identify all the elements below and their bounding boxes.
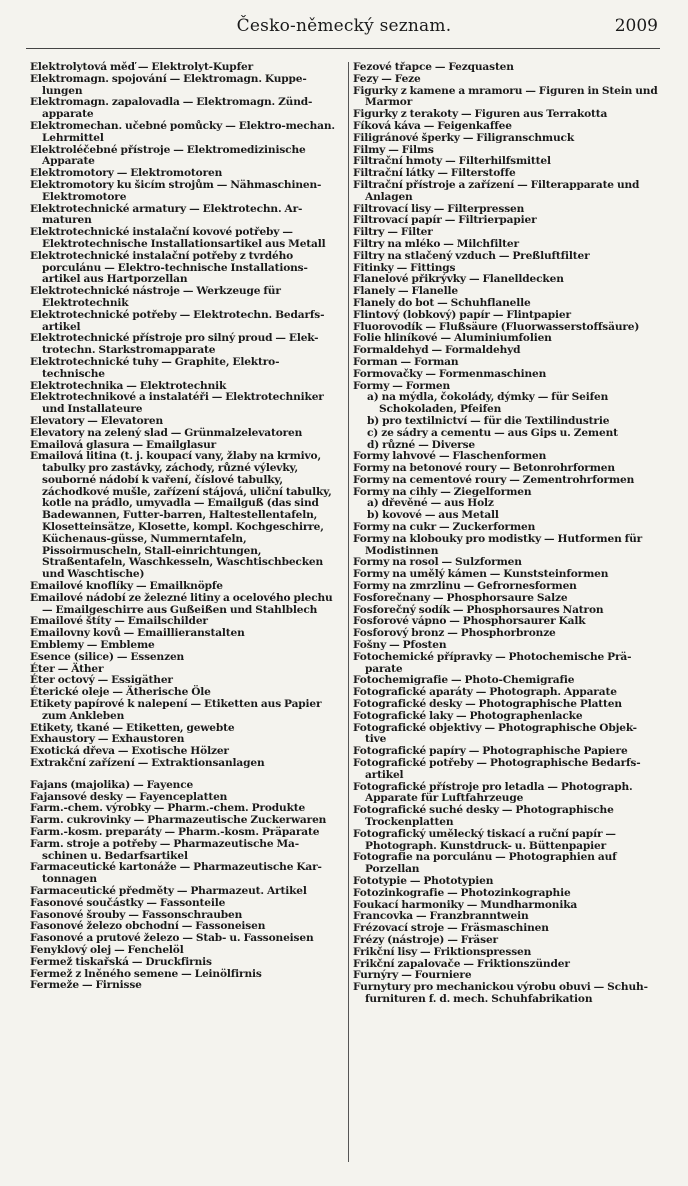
dictionary-entry: Fajansové desky — Fayenceplatten [30, 790, 228, 803]
dictionary-entry: Emailová litina (t. j. koupací vany, žlaby na krmivo, tabulky pro zastávky, záchody, různé výlevky, souborné nádobí k vaření, číslové tabulky, záchodkové mušle, zařízení stájová, uliční tabulky, kotle na prádlo, umyvadla — Emailguß (das sind Badewannen, Futter-barren, Haltestellentafeln, Klosetteinsätze, Klosette, kompl. Kochgeschirre, Küchenaus-güsse, Nummerntafeln, Pissoirmuscheln, Stall-einrichtungen, Straßentafeln, Waschkesseln, Waschtischbecken und Waschtische) [30, 450, 332, 581]
dictionary-entry: Filigránové šperky — Filigranschmuck [353, 131, 575, 144]
dictionary-entry: Frézy (nástroje) — Fräser [353, 933, 498, 946]
dictionary-entry: Elektrolytová měď — Elektrolyt-Kupfer [30, 61, 253, 73]
dictionary-entry: Flanelové přikrývky — Flanelldecken [353, 273, 564, 286]
dictionary-entry: Farm. cukrovinky — Pharmazeutische Zuckerwaren [30, 814, 327, 827]
dictionary-entry: Formovačky — Formenmaschinen [353, 367, 547, 380]
dictionary-entry: Flanely — Flanelle [353, 285, 458, 298]
page-title: Česko-německý seznam. [236, 16, 452, 36]
dictionary-entry: Flintový (lobkový) papír — Flintpapier [353, 308, 571, 321]
dictionary-entry: Formy na cihly — Ziegelformen [353, 485, 532, 498]
dictionary-entry: Fermeže — Firnisse [30, 979, 142, 992]
dictionary-entry: Francovka — Franzbranntwein [353, 910, 529, 923]
dictionary-entry: Elektrotechnické tuhy — Graphite, Elektro-technische [30, 355, 280, 380]
dictionary-entry: Forman — Forman [353, 355, 459, 368]
dictionary-entry: a) dřevěné — aus Holz [367, 497, 494, 510]
dictionary-entry: Formy na umělý kámen — Kunststeinformen [353, 568, 609, 581]
dictionary-entry: Éter octový — Essigäther [30, 674, 173, 687]
dictionary-entry: Fosforečný sodík — Phosphorsaures Natron [353, 603, 604, 616]
dictionary-entry: Fosforové vápno — Phosphorsaurer Kalk [353, 615, 586, 628]
dictionary-entry: b) pro textilnictví — für die Textilindustrie [367, 414, 610, 427]
dictionary-entry: Elektromotory — Elektromotoren [30, 167, 223, 180]
dictionary-entry: Emailové knoflíky — Emailknöpfe [30, 580, 223, 593]
dictionary-entry: Fluorovodík — Flußsäure (Fluorwasserstoffsäure) [353, 320, 640, 333]
dictionary-entry: Exhaustory — Exhaustoren [30, 733, 185, 746]
page-header [0, 12, 688, 42]
right-column [353, 62, 658, 1006]
dictionary-entry: Fotografie na porculánu — Photographien auf Porzellan [353, 851, 617, 876]
dictionary-entry: Filtrační hmoty — Filterhilfsmittel [353, 155, 551, 168]
dictionary-entry: Flanely do bot — Schuhflanelle [353, 296, 531, 309]
dictionary-entry: Elektromechan. učebné pomůcky — Elektro-mechan. Lehrmittel [30, 119, 335, 144]
dictionary-entry: Formy na zmrzlinu — Gefrornesformen [353, 580, 577, 593]
dictionary-entry: Filtry na stlačený vzduch — Preßluftfilter [353, 249, 590, 262]
dictionary-entry: Fotochemické přípravky — Photochemische Prä-parate [353, 650, 632, 675]
dictionary-entry: Fotografické suché desky — Photographische Trockenplatten [353, 804, 614, 828]
dictionary-entry: a) na mýdla, čokolády, dýmky — für Seifen Schokoladen, Pfeifen [367, 391, 609, 416]
dictionary-entry: Fosforečnany — Phosphorsaure Salze [353, 591, 568, 604]
dictionary-entry: Filtrovací papír — Filtrierpapier [353, 214, 537, 227]
dictionary-entry: Fotografický umělecký tiskací a ruční papír — Photograph. Kunstdruck- u. Büttenpapier [353, 827, 616, 852]
dictionary-entry: Frézovací stroje — Fräsmaschinen [353, 922, 549, 935]
dictionary-entry: Esence (silice) — Essenzen [30, 650, 185, 663]
dictionary-entry: Fíková káva — Feigenkaffee [353, 119, 512, 132]
dictionary-entry: d) různé — Diverse [367, 438, 476, 451]
dictionary-entry: Filtrační látky — Filterstoffe [353, 167, 516, 180]
dictionary-entry: Farm.-kosm. preparáty — Pharm.-kosm. Präparate [30, 826, 320, 838]
dictionary-entry: Furnýry — Fourniere [353, 969, 472, 982]
dictionary-entry: Fotochemigrafie — Photo-Chemigrafie [353, 674, 575, 687]
dictionary-entry: Elektroléčebné přístroje — Elektromedizinische Apparate [30, 143, 306, 168]
dictionary-entry: Elevatory — Elevatoren [30, 414, 164, 427]
dictionary-entry: Fezy — Feze [353, 72, 421, 85]
dictionary-entry: Filtry na mléko — Milchfilter [353, 237, 519, 250]
dictionary-entry: Filmy — Films [353, 143, 434, 156]
dictionary-entry: Farm. stroje a potřeby — Pharmazeutische Ma-schinen u. Bedarfsartikel [30, 837, 300, 862]
dictionary-entry: Emailová glasura — Emailglasur [30, 438, 217, 451]
dictionary-entry: Elektrotechnické instalační potřeby z tvrdého porculánu — Elektro-technische Installations-artikel aus Hartporzellan [30, 249, 308, 286]
dictionary-entry: Fotografické aparáty — Photograph. Apparate [353, 686, 617, 699]
dictionary-entry: Formy lahvové — Flaschenformen [353, 450, 547, 463]
dictionary-entry: Fošny — Pfosten [353, 639, 447, 652]
dictionary-entry: Éterické oleje — Ätherische Öle [30, 686, 211, 699]
dictionary-entry: Elektrotechnické armatury — Elektrotechn. Ar-maturen [30, 202, 303, 227]
dictionary-entry: Fermež tiskařská — Druckfirnis [30, 955, 212, 968]
dictionary-entry: Elektrotechnické přístroje pro silný proud — Elek-trotechn. Starkstromapparate [30, 332, 319, 357]
dictionary-entry: Farmaceutické předměty — Pharmazeut. Artikel [30, 884, 307, 897]
header-rule [26, 48, 660, 49]
dictionary-entry: Elektromagn. zapalovadla — Elektromagn. Zünd-apparate [30, 96, 313, 121]
dictionary-entry: Fotografické potřeby — Photographische Bedarfs-artikel [353, 757, 641, 781]
dictionary-entry: Formy na klobouky pro modistky — Hutformen für Modistinnen [353, 532, 643, 557]
dictionary-entry: Formy na cukr — Zuckerformen [353, 521, 536, 534]
left-column [30, 62, 340, 992]
dictionary-entry: Etikety, tkané — Etiketten, gewebte [30, 721, 235, 734]
dictionary-entry: Formaldehyd — Formaldehyd [353, 344, 521, 357]
dictionary-entry: Fasonové a prutové železo — Stab- u. Fassoneisen [30, 932, 314, 945]
dictionary-entry: Formy — Formen [353, 379, 451, 392]
page-number: 2009 [614, 16, 658, 36]
dictionary-entry: Fenyklový olej — Fenchelöl [30, 943, 184, 956]
dictionary-entry: Fotografické přístroje pro letadla — Photograph. Apparate für Luftfahrzeuge [353, 780, 633, 805]
dictionary-entry: Extrakční zařízení — Extraktionsanlagen [30, 757, 265, 770]
dictionary-entry: Elektromotory ku šicím strojům — Nähmaschinen-Elektromotore [30, 178, 322, 203]
dictionary-entry: Exotická dřeva — Exotische Hölzer [30, 745, 229, 758]
dictionary-entry: Formy na betonové roury — Betonrohrformen [353, 462, 615, 475]
dictionary-entry: Fotografické objektivy — Photographische Objek-tive [353, 721, 637, 746]
dictionary-entry: Figurky z kamene a mramoru — Figuren in Stein und Marmor [353, 84, 658, 109]
dictionary-entry: Elektrotechnika — Elektrotechnik [30, 379, 227, 392]
dictionary-entry: c) ze sádry a cementu — aus Gips u. Zement [367, 426, 618, 439]
dictionary-entry: Foukací harmoniky — Mundharmonika [353, 898, 578, 911]
dictionary-entry: Filtrovací lisy — Filterpressen [353, 202, 525, 215]
dictionary-entry: Filtrační přístroje a zařízení — Filterapparate und Anlagen [353, 178, 640, 203]
dictionary-entry: Figurky z terakoty — Figuren aus Terrakotta [353, 108, 608, 121]
dictionary-entry: Emailové nádobí ze železné litiny a ocelového plechu — Emailgeschirre aus Gußeißen und Stahlblech [30, 591, 333, 616]
dictionary-entry: Fasonové železo obchodní — Fassoneisen [30, 920, 266, 933]
dictionary-entry: Fotografické papíry — Photographische Papiere [353, 745, 628, 758]
dictionary-entry: Éter — Äther [30, 662, 104, 675]
column-divider [348, 62, 349, 1162]
dictionary-entry: Farmaceutické kartonáže — Pharmazeutische Kar-tonnagen [30, 861, 322, 886]
dictionary-entry: Fajans (majolika) — Fayence [30, 778, 194, 791]
dictionary-entry: Fasonové součástky — Fassonteile [30, 896, 226, 909]
dictionary-entry: Elektrotechnické potřeby — Elektrotechn. Bedarfs-artikel [30, 308, 325, 333]
dictionary-entry: Fotografické laky — Photographenlacke [353, 709, 583, 722]
dictionary-entry: Fosforový bronz — Phosphorbronze [353, 627, 556, 640]
dictionary-entry: Fotografické desky — Photographische Platten [353, 698, 622, 711]
dictionary-entry: Fezové třapce — Fezquasten [353, 61, 514, 73]
dictionary-entry: Elektromagn. spojování — Elektromagn. Kuppe-lungen [30, 72, 307, 97]
dictionary-entry: Fotozinkografie — Photozinkographie [353, 886, 571, 899]
dictionary-entry: Elevatory na zelený slad — Grünmalzelevatoren [30, 426, 303, 439]
dictionary-entry: Formy na cementové roury — Zementrohrformen [353, 473, 635, 486]
dictionary-entry: Farm.-chem. výrobky — Pharm.-chem. Produkte [30, 802, 306, 815]
dictionary-entry: Formy na rosol — Sulzformen [353, 556, 522, 569]
dictionary-entry: Fasonové šrouby — Fassonschrauben [30, 908, 243, 921]
dictionary-entry: b) kovové — aus Metall [367, 509, 499, 522]
dictionary-entry: Fitinky — Fittings [353, 261, 456, 274]
dictionary-entry: Filtry — Filter [353, 226, 433, 239]
dictionary-entry: Frikční zapalovače — Friktionszünder [353, 957, 570, 970]
dictionary-entry: Fototypie — Phototypien [353, 874, 494, 887]
dictionary-entry: Elektrotechnikové a instalatéři — Elektrotechniker und Installateure [30, 391, 324, 416]
dictionary-entry: Elektrotechnické instalační kovové potřeby — Elektrotechnische Installationsartikel aus Metall [30, 226, 326, 250]
dictionary-entry: Frikční lisy — Friktionspressen [353, 945, 532, 958]
dictionary-entry: Folie hliníkové — Aluminiumfolien [353, 332, 552, 345]
dictionary-entry: Emailové štíty — Emailschilder [30, 615, 208, 628]
dictionary-entry: Elektrotechnické nástroje — Werkzeuge für Elektrotechnik [30, 285, 281, 309]
dictionary-entry: Fermež z lněného semene — Leinölfirnis [30, 967, 262, 980]
dictionary-entry: Emailovny kovů — Emaillieranstalten [30, 627, 245, 640]
dictionary-entry: Etikety papírové k nalepení — Etiketten aus Papier zum Ankleben [30, 698, 322, 722]
dictionary-entry: Furnytury pro mechanickou výrobu obuvi — Schuh-furnituren f. d. mech. Schuhfabrikation [353, 981, 648, 1005]
dictionary-entry: Emblemy — Embleme [30, 639, 155, 652]
